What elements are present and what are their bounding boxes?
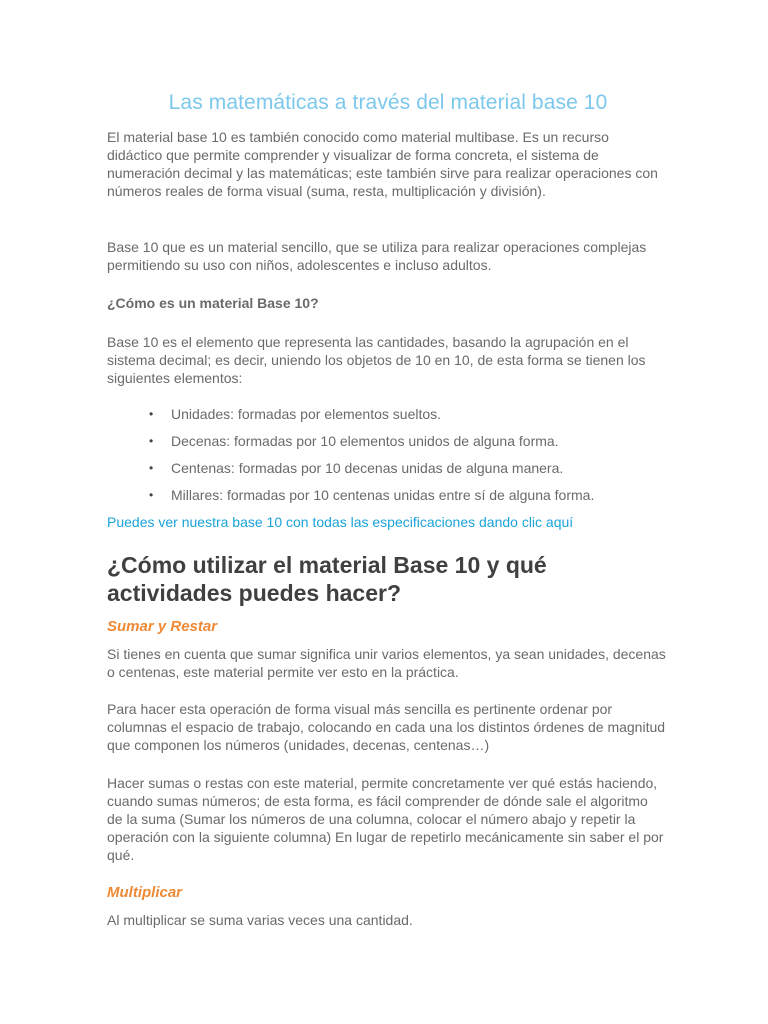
list-item (149, 432, 594, 459)
sumar-paragraph-3: Hacer sumas o restas con este material, permite concretamente ver qué estás haciendo, cuando sumas números; de esta forma, es fácil comprender de dónde sale el algoritmo de la suma (Sumar los números de una columna, colocar el número abajo y repetir la operación con la siguiente columna) En lugar de repetirlo mecánicamente sin saber el por qué. (107, 775, 664, 863)
sumar-paragraph-1: Si tienes en cuenta que sumar significa unir varios elementos, ya sean unidades, decenas o centenas, este material permite ver esto en la práctica. (107, 646, 666, 680)
sumar-paragraph-2: Para hacer esta operación de forma visual más sencilla es pertinente ordenar por columnas el espacio de trabajo, colocando en cada una los distintos órdenes de magnitud que componen los números (unidades, decenas, centenas…) (107, 701, 666, 753)
bullet-icon: • (149, 407, 154, 421)
base10-specs-link[interactable]: Puedes ver nuestra base 10 con todas las especificaciones dando clic aquí (107, 514, 574, 530)
multiplicar-heading: Multiplicar (107, 884, 183, 901)
intro-paragraph-2: Base 10 que es un material sencillo, que se utiliza para realizar operaciones complejas permitiendo su uso con niños, adolescentes e incluso adultos. (107, 239, 647, 273)
list-item-text: Centenas: formadas por 10 decenas unidas de alguna manera. (171, 460, 564, 476)
sumar-restar-heading: Sumar y Restar (107, 618, 218, 635)
section1-heading: ¿Cómo es un material Base 10? (107, 295, 319, 311)
list-item-text: Millares: formadas por 10 centenas unidas entre sí de alguna forma. (171, 487, 595, 503)
section1-paragraph: Base 10 es el elemento que representa las cantidades, basando la agrupación en el sistema decimal; es decir, uniendo los objetos de 10 en 10, de esta forma se tienen los siguientes elementos: (107, 334, 646, 386)
list-item (149, 405, 594, 432)
list-item-text: Decenas: formadas por 10 elementos unidos de alguna forma. (171, 433, 559, 449)
section2-heading: ¿Cómo utilizar el material Base 10 y qué actividades puedes hacer? (107, 552, 547, 606)
list-item-text: Unidades: formadas por elementos sueltos. (171, 406, 442, 422)
bullet-icon: • (149, 461, 154, 475)
intro-paragraph-1: El material base 10 es también conocido como material multibase. Es un recurso didáctico que permite comprender y visualizar de forma concreta, el sistema de numeración decimal y las matemáticas; este también sirve para realizar operaciones con números reales de forma visual (suma, resta, multiplicación y división). (107, 129, 658, 199)
list-item (149, 486, 594, 513)
elements-list (149, 405, 594, 513)
multiplicar-paragraph: Al multiplicar se suma varias veces una cantidad. (107, 912, 413, 928)
bullet-icon: • (149, 434, 154, 448)
bullet-icon: • (149, 488, 154, 502)
page-title: Las matemáticas a través del material base 10 (168, 91, 608, 114)
list-item (149, 459, 594, 486)
